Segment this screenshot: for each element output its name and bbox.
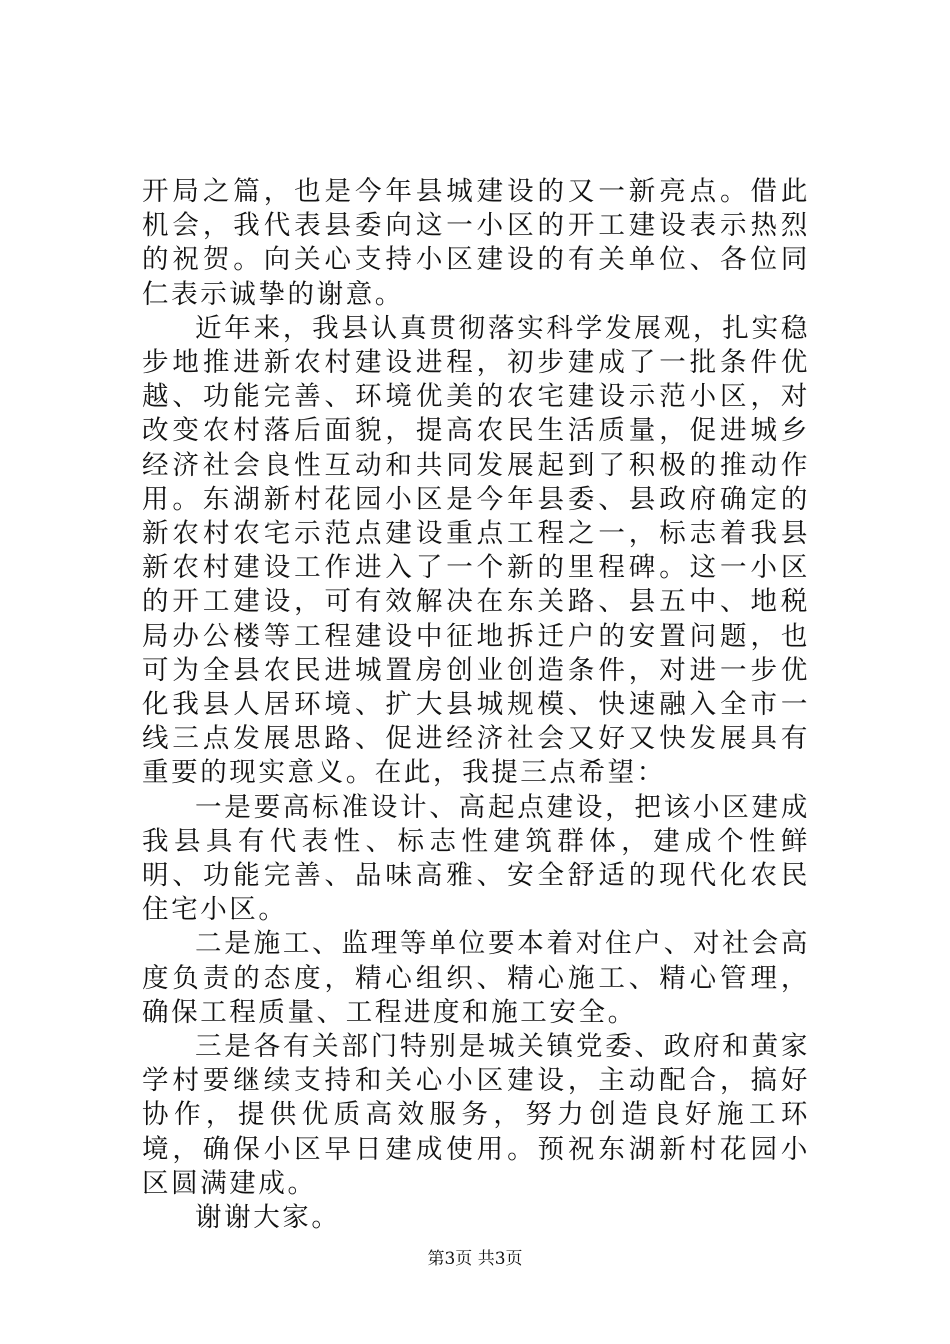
paragraph-4: 二是施工、监理等单位要本着对住户、对社会高度负责的态度，精心组织、精心施工、精心管理，确保工程质量、工程进度和施工安全。 bbox=[142, 928, 810, 1028]
document-body bbox=[142, 175, 810, 1235]
paragraph-1: 开局之篇，也是今年县城建设的又一新亮点。借此机会，我代表县委向这一小区的开工建设表示热烈的祝贺。向关心支持小区建设的有关单位、各位同仁表示诚挚的谢意。 bbox=[142, 176, 810, 310]
paragraph-6: 谢谢大家。 bbox=[195, 1202, 341, 1234]
paragraph-5: 三是各有关部门特别是城关镇党委、政府和黄家学村要继续支持和关心小区建设，主动配合，搞好协作，提供优质高效服务，努力创造良好施工环境，确保小区早日建成使用。预祝东湖新村花园小区圆满建成。 bbox=[142, 1031, 810, 1199]
page-footer: 第3页 共3页 bbox=[427, 1249, 523, 1269]
paragraph-2: 近年来，我县认真贯彻落实科学发展观，扎实稳步地推进新农村建设进程，初步建成了一批条件优越、功能完善、环境优美的农宅建设示范小区，对改变农村落后面貌，提高农民生活质量，促进城乡经济社会良性互动和共同发展起到了积极的推动作用。东湖新村花园小区是今年县委、县政府确定的新农村农宅示范点建设重点工程之一，标志着我县新农村建设工作进入了一个新的里程碑。这一小区的开工建设，可有效解决在东关路、县五中、地税局办公楼等工程建设中征地拆迁户的安置问题，也可为全县农民进城置房创业创造条件，对进一步优化我县人居环境、扩大县城规模、快速融入全市一线三点发展思路、促进经济社会又好又快发展具有重要的现实意义。在此，我提三点希望： bbox=[142, 312, 810, 789]
paragraph-3: 一是要高标准设计、高起点建设，把该小区建成我县具有代表性、标志性建筑群体，建成个性鲜明、功能完善、品味高雅、安全舒适的现代化农民住宅小区。 bbox=[142, 791, 810, 926]
